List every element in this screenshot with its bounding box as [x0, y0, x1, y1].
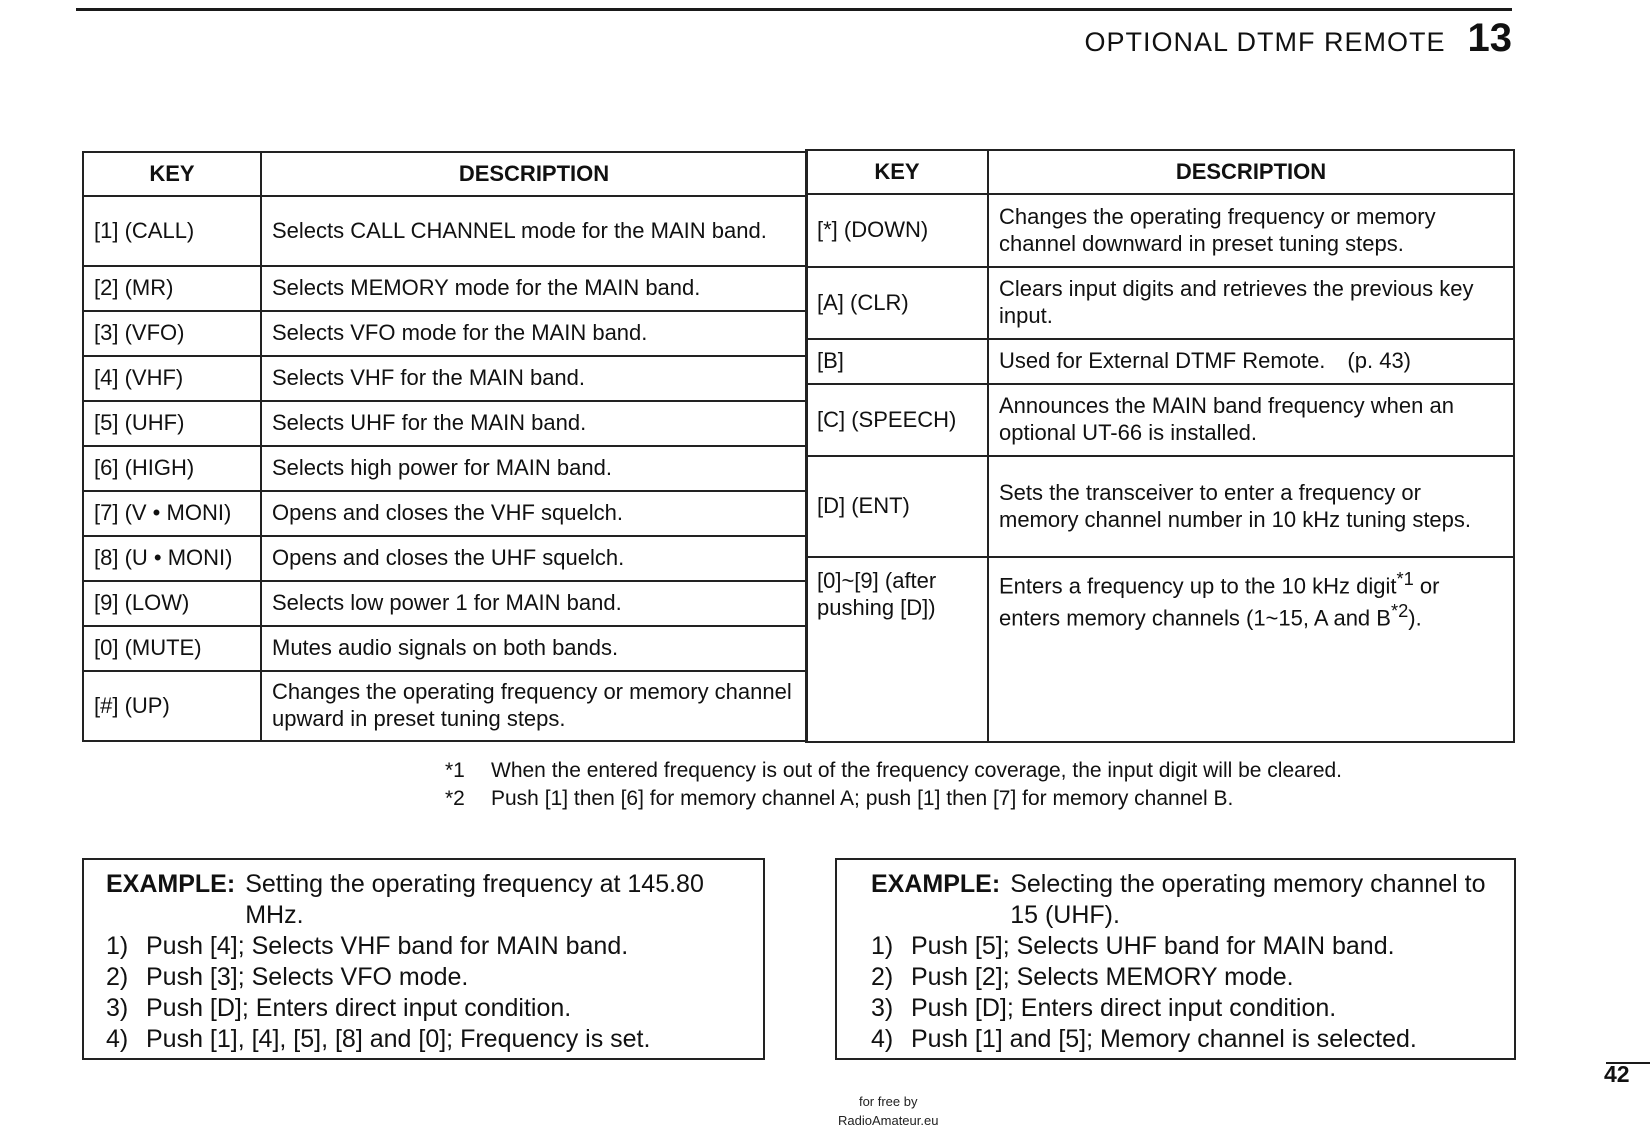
key-table-left: [82, 151, 808, 742]
step-number: 2): [871, 963, 894, 991]
description-cell: Selects UHF for the MAIN band.: [261, 401, 807, 446]
table-row: [83, 356, 807, 401]
table-row: [83, 581, 807, 626]
step-text: Push [D]; Enters direct input condition.: [146, 994, 572, 1022]
footnote-mark: *1: [445, 759, 465, 782]
key-cell: [*] (DOWN): [806, 194, 988, 267]
example-heading: [106, 869, 743, 931]
table-row: [83, 536, 807, 581]
description-cell: Announces the MAIN band frequency when an optional UT-66 is installed.: [988, 384, 1514, 456]
example-box-memory: [835, 858, 1516, 1060]
table-row: [806, 267, 1514, 339]
source-credit: [838, 1092, 938, 1130]
section-title: OPTIONAL DTMF REMOTE: [1084, 27, 1446, 57]
description-cell: [988, 557, 1514, 742]
page-number: 42: [1604, 1061, 1630, 1087]
example-step: [106, 962, 743, 993]
description-cell: Changes the operating frequency or memory channel downward in preset tuning steps.: [988, 194, 1514, 267]
description-cell: Clears input digits and retrieves the previous key input.: [988, 267, 1514, 339]
table-row: [83, 196, 807, 266]
key-cell: [#] (UP): [83, 671, 261, 741]
example-step: [871, 931, 1494, 962]
step-number: 4): [106, 1025, 129, 1053]
example-box-frequency: [82, 858, 765, 1060]
description-text: or enters memory channels (1~15, A and B: [999, 573, 1440, 631]
step-number: 2): [106, 963, 129, 991]
key-cell: [D] (ENT): [806, 456, 988, 557]
description-text: ).: [1408, 605, 1422, 631]
key-cell: [3] (VFO): [83, 311, 261, 356]
credit-line: for free by: [858, 1094, 918, 1109]
table-row: [83, 401, 807, 446]
key-cell: [C] (SPEECH): [806, 384, 988, 456]
description-cell: Used for External DTMF Remote. (p. 43): [988, 339, 1514, 384]
key-cell: [B]: [806, 339, 988, 384]
key-cell: [0]~[9] (after pushing [D]): [806, 557, 988, 742]
step-number: 1): [871, 932, 894, 960]
footnote: [445, 757, 1342, 785]
description-cell: Changes the operating frequency or memory channel upward in preset tuning steps.: [261, 671, 807, 741]
step-text: Push [2]; Selects MEMORY mode.: [911, 963, 1294, 991]
footnote-text: When the entered frequency is out of the frequency coverage, the input digit will be cleared.: [491, 759, 1343, 782]
key-cell: [9] (LOW): [83, 581, 261, 626]
table-row: [83, 491, 807, 536]
credit-site[interactable]: RadioAmateur.eu: [838, 1113, 939, 1128]
key-cell: [0] (MUTE): [83, 626, 261, 671]
footnote: [445, 785, 1342, 813]
key-cell: [2] (MR): [83, 266, 261, 311]
example-step: [106, 993, 743, 1024]
table-row: [83, 446, 807, 491]
step-number: 1): [106, 932, 129, 960]
footnotes: [445, 757, 1342, 813]
description-cell: Sets the transceiver to enter a frequency or memory channel number in 10 kHz tuning steps.: [988, 456, 1514, 557]
key-cell: [8] (U • MONI): [83, 536, 261, 581]
table-row: [83, 671, 807, 741]
table-row: [806, 557, 1514, 742]
description-column-header: DESCRIPTION: [261, 152, 807, 196]
example-step: [871, 962, 1494, 993]
top-rule: [76, 8, 1512, 11]
description-cell: Selects VHF for the MAIN band.: [261, 356, 807, 401]
description-cell: Selects VFO mode for the MAIN band.: [261, 311, 807, 356]
description-cell: Mutes audio signals on both bands.: [261, 626, 807, 671]
step-number: 3): [106, 994, 129, 1022]
footnote-ref: *2: [1390, 600, 1409, 622]
table-row: [83, 311, 807, 356]
description-cell: Selects MEMORY mode for the MAIN band.: [261, 266, 807, 311]
footnote-text: Push [1] then [6] for memory channel A; push [1] then [7] for memory channel B.: [491, 787, 1234, 810]
key-cell: [6] (HIGH): [83, 446, 261, 491]
key-column-header: KEY: [806, 150, 988, 194]
example-label: EXAMPLE:: [871, 870, 1001, 898]
description-column-header: DESCRIPTION: [988, 150, 1514, 194]
page-header: [1084, 16, 1512, 61]
key-cell: [5] (UHF): [83, 401, 261, 446]
key-cell: [7] (V • MONI): [83, 491, 261, 536]
step-text: Push [D]; Enters direct input condition.: [911, 994, 1337, 1022]
chapter-number: 13: [1467, 16, 1512, 60]
step-number: 3): [871, 994, 894, 1022]
description-cell: Opens and closes the UHF squelch.: [261, 536, 807, 581]
description-cell: Opens and closes the VHF squelch.: [261, 491, 807, 536]
step-text: Push [3]; Selects VFO mode.: [146, 963, 469, 991]
key-cell: [4] (VHF): [83, 356, 261, 401]
example-label: EXAMPLE:: [106, 870, 236, 898]
example-step: [871, 1024, 1494, 1055]
step-text: Push [5]; Selects UHF band for MAIN band.: [911, 932, 1395, 960]
key-cell: [A] (CLR): [806, 267, 988, 339]
description-cell: Selects low power 1 for MAIN band.: [261, 581, 807, 626]
example-step: [106, 1024, 743, 1055]
description-cell: Selects high power for MAIN band.: [261, 446, 807, 491]
step-number: 4): [871, 1025, 894, 1053]
key-cell: [1] (CALL): [83, 196, 261, 266]
footnote-ref: *1: [1396, 568, 1414, 589]
table-row: [83, 266, 807, 311]
footnote-mark: *2: [445, 787, 465, 810]
example-title: Selecting the operating memory channel to 15 (UHF).: [1010, 870, 1486, 929]
table-row: [806, 456, 1514, 557]
table-row: [806, 384, 1514, 456]
example-title: Setting the operating frequency at 145.80 MHz.: [245, 870, 704, 929]
example-step: [871, 993, 1494, 1024]
table-row: [806, 339, 1514, 384]
description-text: Enters a frequency up to the 10 kHz digit: [999, 573, 1397, 599]
description-cell: Selects CALL CHANNEL mode for the MAIN band.: [261, 196, 807, 266]
key-table-right: [805, 149, 1515, 743]
example-step: [106, 931, 743, 962]
step-text: Push [1], [4], [5], [8] and [0]; Frequency is set.: [146, 1025, 651, 1053]
key-column-header: KEY: [83, 152, 261, 196]
step-text: Push [4]; Selects VHF band for MAIN band.: [146, 932, 629, 960]
example-heading: [871, 869, 1494, 931]
step-text: Push [1] and [5]; Memory channel is selected.: [911, 1025, 1417, 1053]
table-row: [806, 194, 1514, 267]
table-row: [83, 626, 807, 671]
